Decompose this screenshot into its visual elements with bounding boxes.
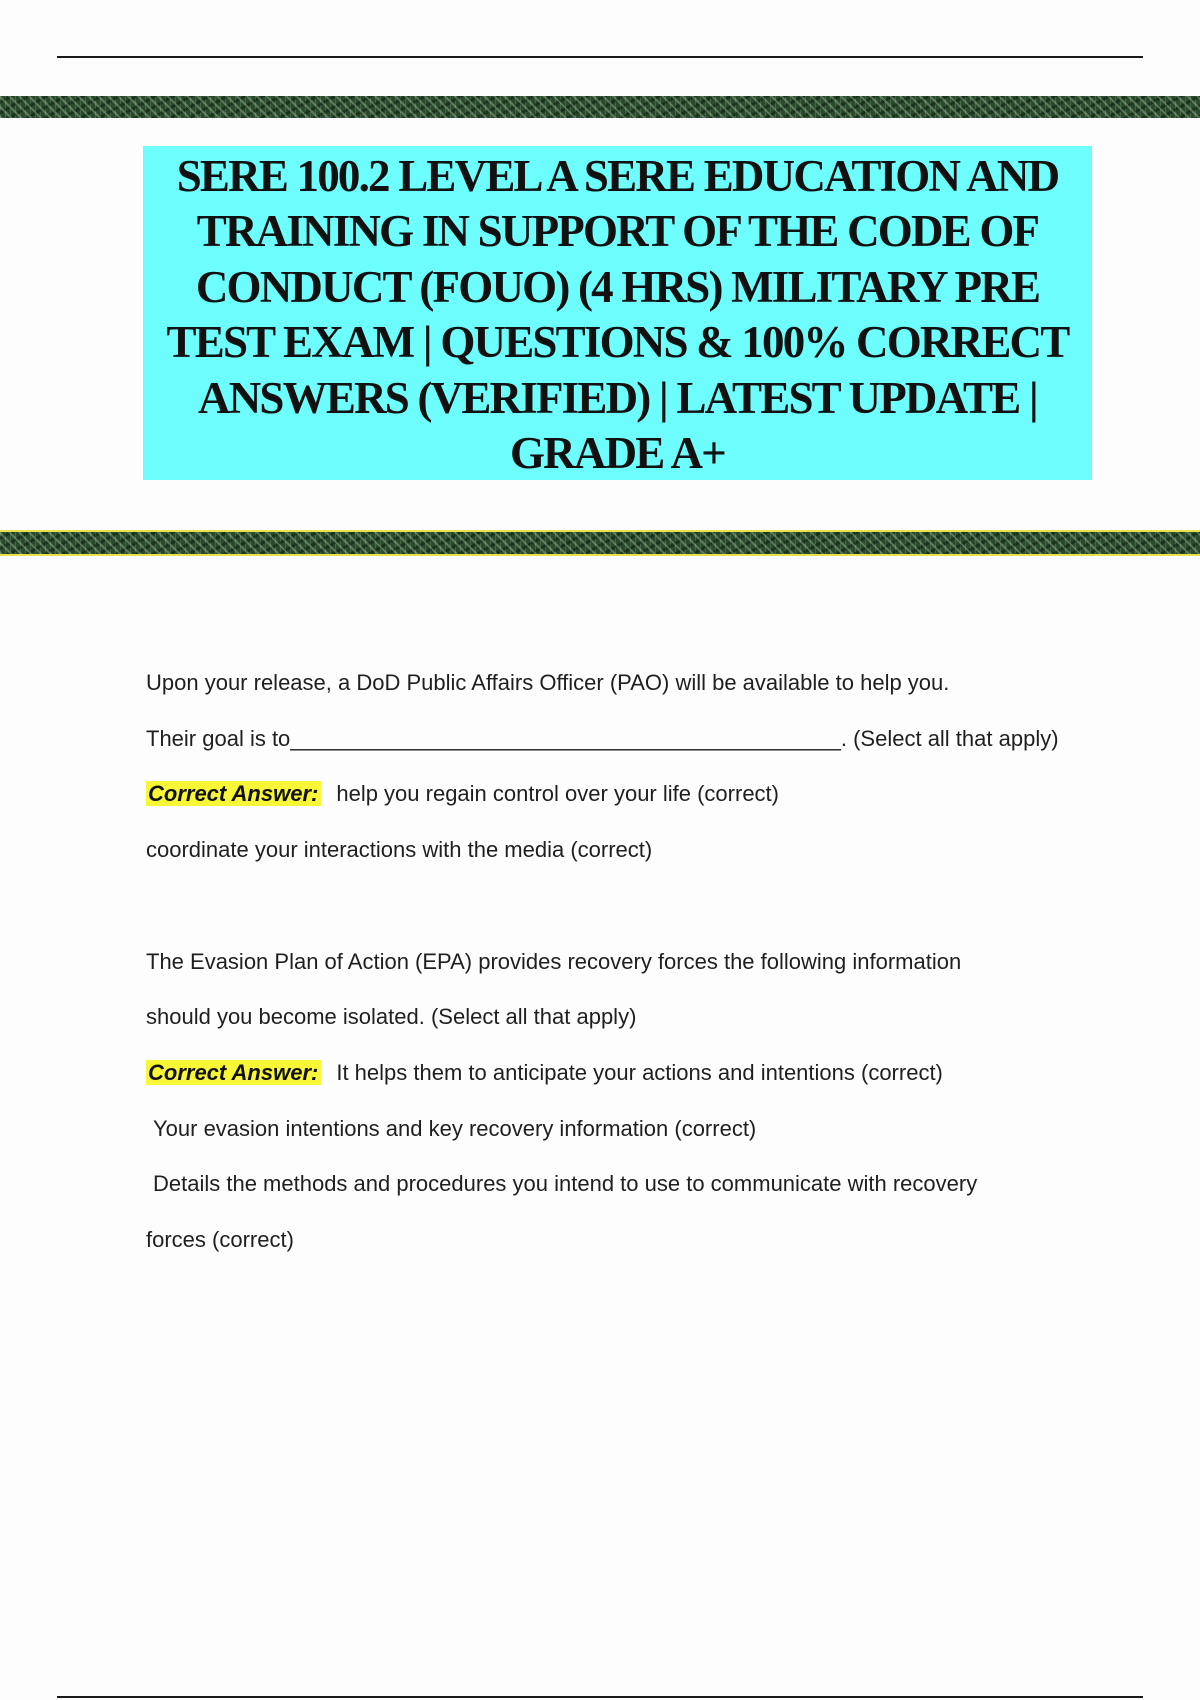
document-title: SERE 100.2 LEVEL A SERE EDUCATION AND TRAINING IN SUPPORT OF THE CODE OF CONDUCT (FOUO) (4 HRS) MILITARY PRE TEST EXAM | QUESTIONS & 100% CORRECT ANSWERS (VERIFIED) | LATEST UPDATE | GRADE A+	[166, 150, 1069, 478]
question-block	[146, 655, 1096, 878]
answer-line	[146, 1045, 1096, 1101]
question-spacer	[146, 878, 1096, 934]
answer-text: Your evasion intentions and key recovery information (correct)	[153, 1115, 757, 1141]
decorative-band-top	[0, 96, 1200, 118]
question-text: Upon your release, a DoD Public Affairs Officer (PAO) will be available to help you.	[146, 670, 950, 695]
answer-text: coordinate your interactions with the media (correct)	[146, 837, 653, 863]
header-rule	[57, 56, 1143, 58]
correct-answer-label: Correct Answer:	[146, 781, 321, 806]
question-text: should you become isolated. (Select all that apply)	[146, 1004, 637, 1030]
answer-text: forces (correct)	[146, 1227, 294, 1253]
question-text: The Evasion Plan of Action (EPA) provides recovery forces the following information	[146, 948, 962, 974]
answer-text: It helps them to anticipate your actions and intentions (correct)	[336, 1059, 943, 1085]
footer-rule	[57, 1696, 1143, 1698]
decorative-band-bottom	[0, 532, 1200, 554]
answer-line	[146, 766, 1096, 822]
questions-section	[146, 655, 1096, 1268]
question-block	[146, 934, 1096, 1268]
answer-text: Details the methods and procedures you intend to use to communicate with recovery	[153, 1171, 978, 1197]
title-banner	[143, 146, 1092, 480]
correct-answer-label: Correct Answer:	[146, 1060, 321, 1085]
answer-text: help you regain control over your life (correct)	[336, 781, 779, 807]
question-text: Their goal is to_____________________________________________. (Select all that apply)	[146, 725, 1059, 751]
